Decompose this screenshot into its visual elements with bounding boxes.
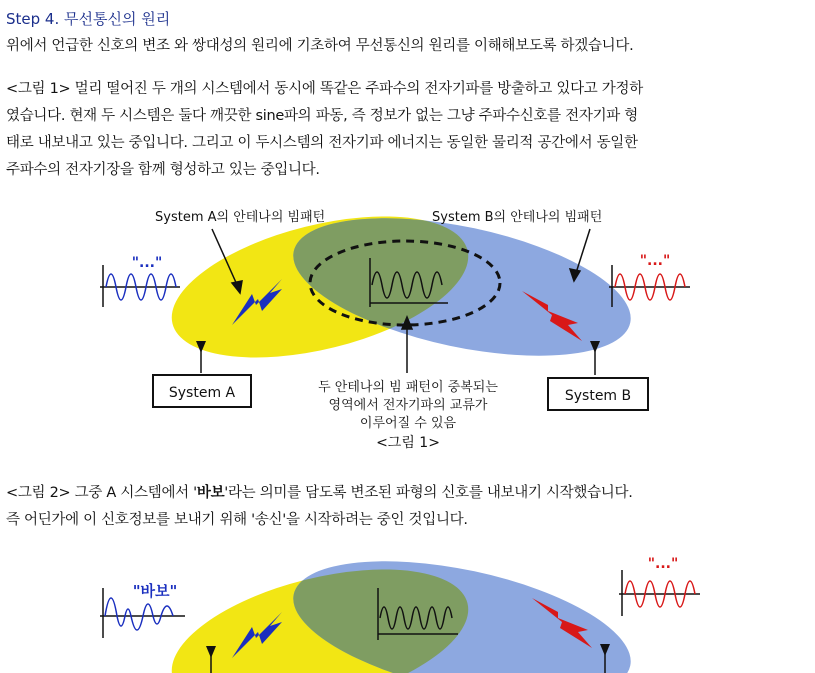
arrow-to-overlap (402, 317, 412, 373)
figure-1-caption: <그림 1> (376, 435, 440, 451)
signal-b-label: "..." (647, 556, 679, 572)
intro-text: 위에서 언급한 신호의 변조 와 쌍대성의 원리에 기초하여 무선통신의 원리를 이해해보도록 하겠습니다. (6, 38, 634, 54)
figure-2-ref: <그림 2> (6, 485, 71, 501)
overlap-note-line-3: 이루어질 수 있음 (359, 416, 457, 431)
overlap-note-line-1: 두 안테나의 빔 패턴이 중복되는 (318, 380, 498, 395)
signal-wave-a (100, 265, 180, 307)
para1-line-2: 였습니다. 현재 두 시스템은 둘다 깨끗한 sine파의 파동, 즉 정보가 없는 그냥 주파수신호를 전자기파 형 (6, 108, 639, 124)
signal-a-label: "바보" (132, 582, 178, 600)
signal-a-label: "..." (131, 255, 163, 271)
para1-line-1: 멀리 떨어진 두 개의 시스템에서 동시에 똑같은 주파수의 전자기파를 방출하고 있다고 가정하 (70, 81, 643, 97)
signal-b-label: "..." (639, 253, 671, 269)
paragraph-1 (6, 76, 809, 184)
signal-wave-b (619, 570, 700, 616)
system-a-label: System A (168, 385, 236, 401)
figure-1-ref: <그림 1> (6, 81, 71, 97)
paragraph-2 (6, 480, 809, 534)
beam-label-b: System B의 안테나의 빔패턴 (432, 210, 603, 225)
para2-bold-word: 바보 (196, 485, 225, 501)
figure-1 (0, 195, 815, 460)
para1-line-3: 태로 내보내고 있는 중입니다. 그리고 이 두시스템의 전자기파 에너지는 동일한 물리적 공간에서 동일한 (6, 135, 638, 151)
para2-line-1-pre: 그중 A 시스템에서 ' (70, 485, 197, 501)
system-b-label: System B (564, 388, 632, 404)
page-title: Step 4. 무선통신의 원리 (6, 10, 171, 28)
para1-line-4: 주파수의 전자기장을 함께 형성하고 있는 중입니다. (6, 162, 320, 178)
para2-line-1-post: '라는 의미를 담도록 변조된 파형의 신호를 내보내기 시작했습니다. (224, 485, 633, 501)
beam-label-a: System A의 안테나의 빔패턴 (155, 210, 326, 225)
para2-line-2: 즉 어딘가에 이 신호정보를 보내기 위해 '송신'을 시작하려는 중인 것입니다. (6, 512, 468, 528)
overlap-note-line-2: 영역에서 전자기파의 교류가 (328, 398, 488, 413)
figure-2 (0, 548, 815, 673)
